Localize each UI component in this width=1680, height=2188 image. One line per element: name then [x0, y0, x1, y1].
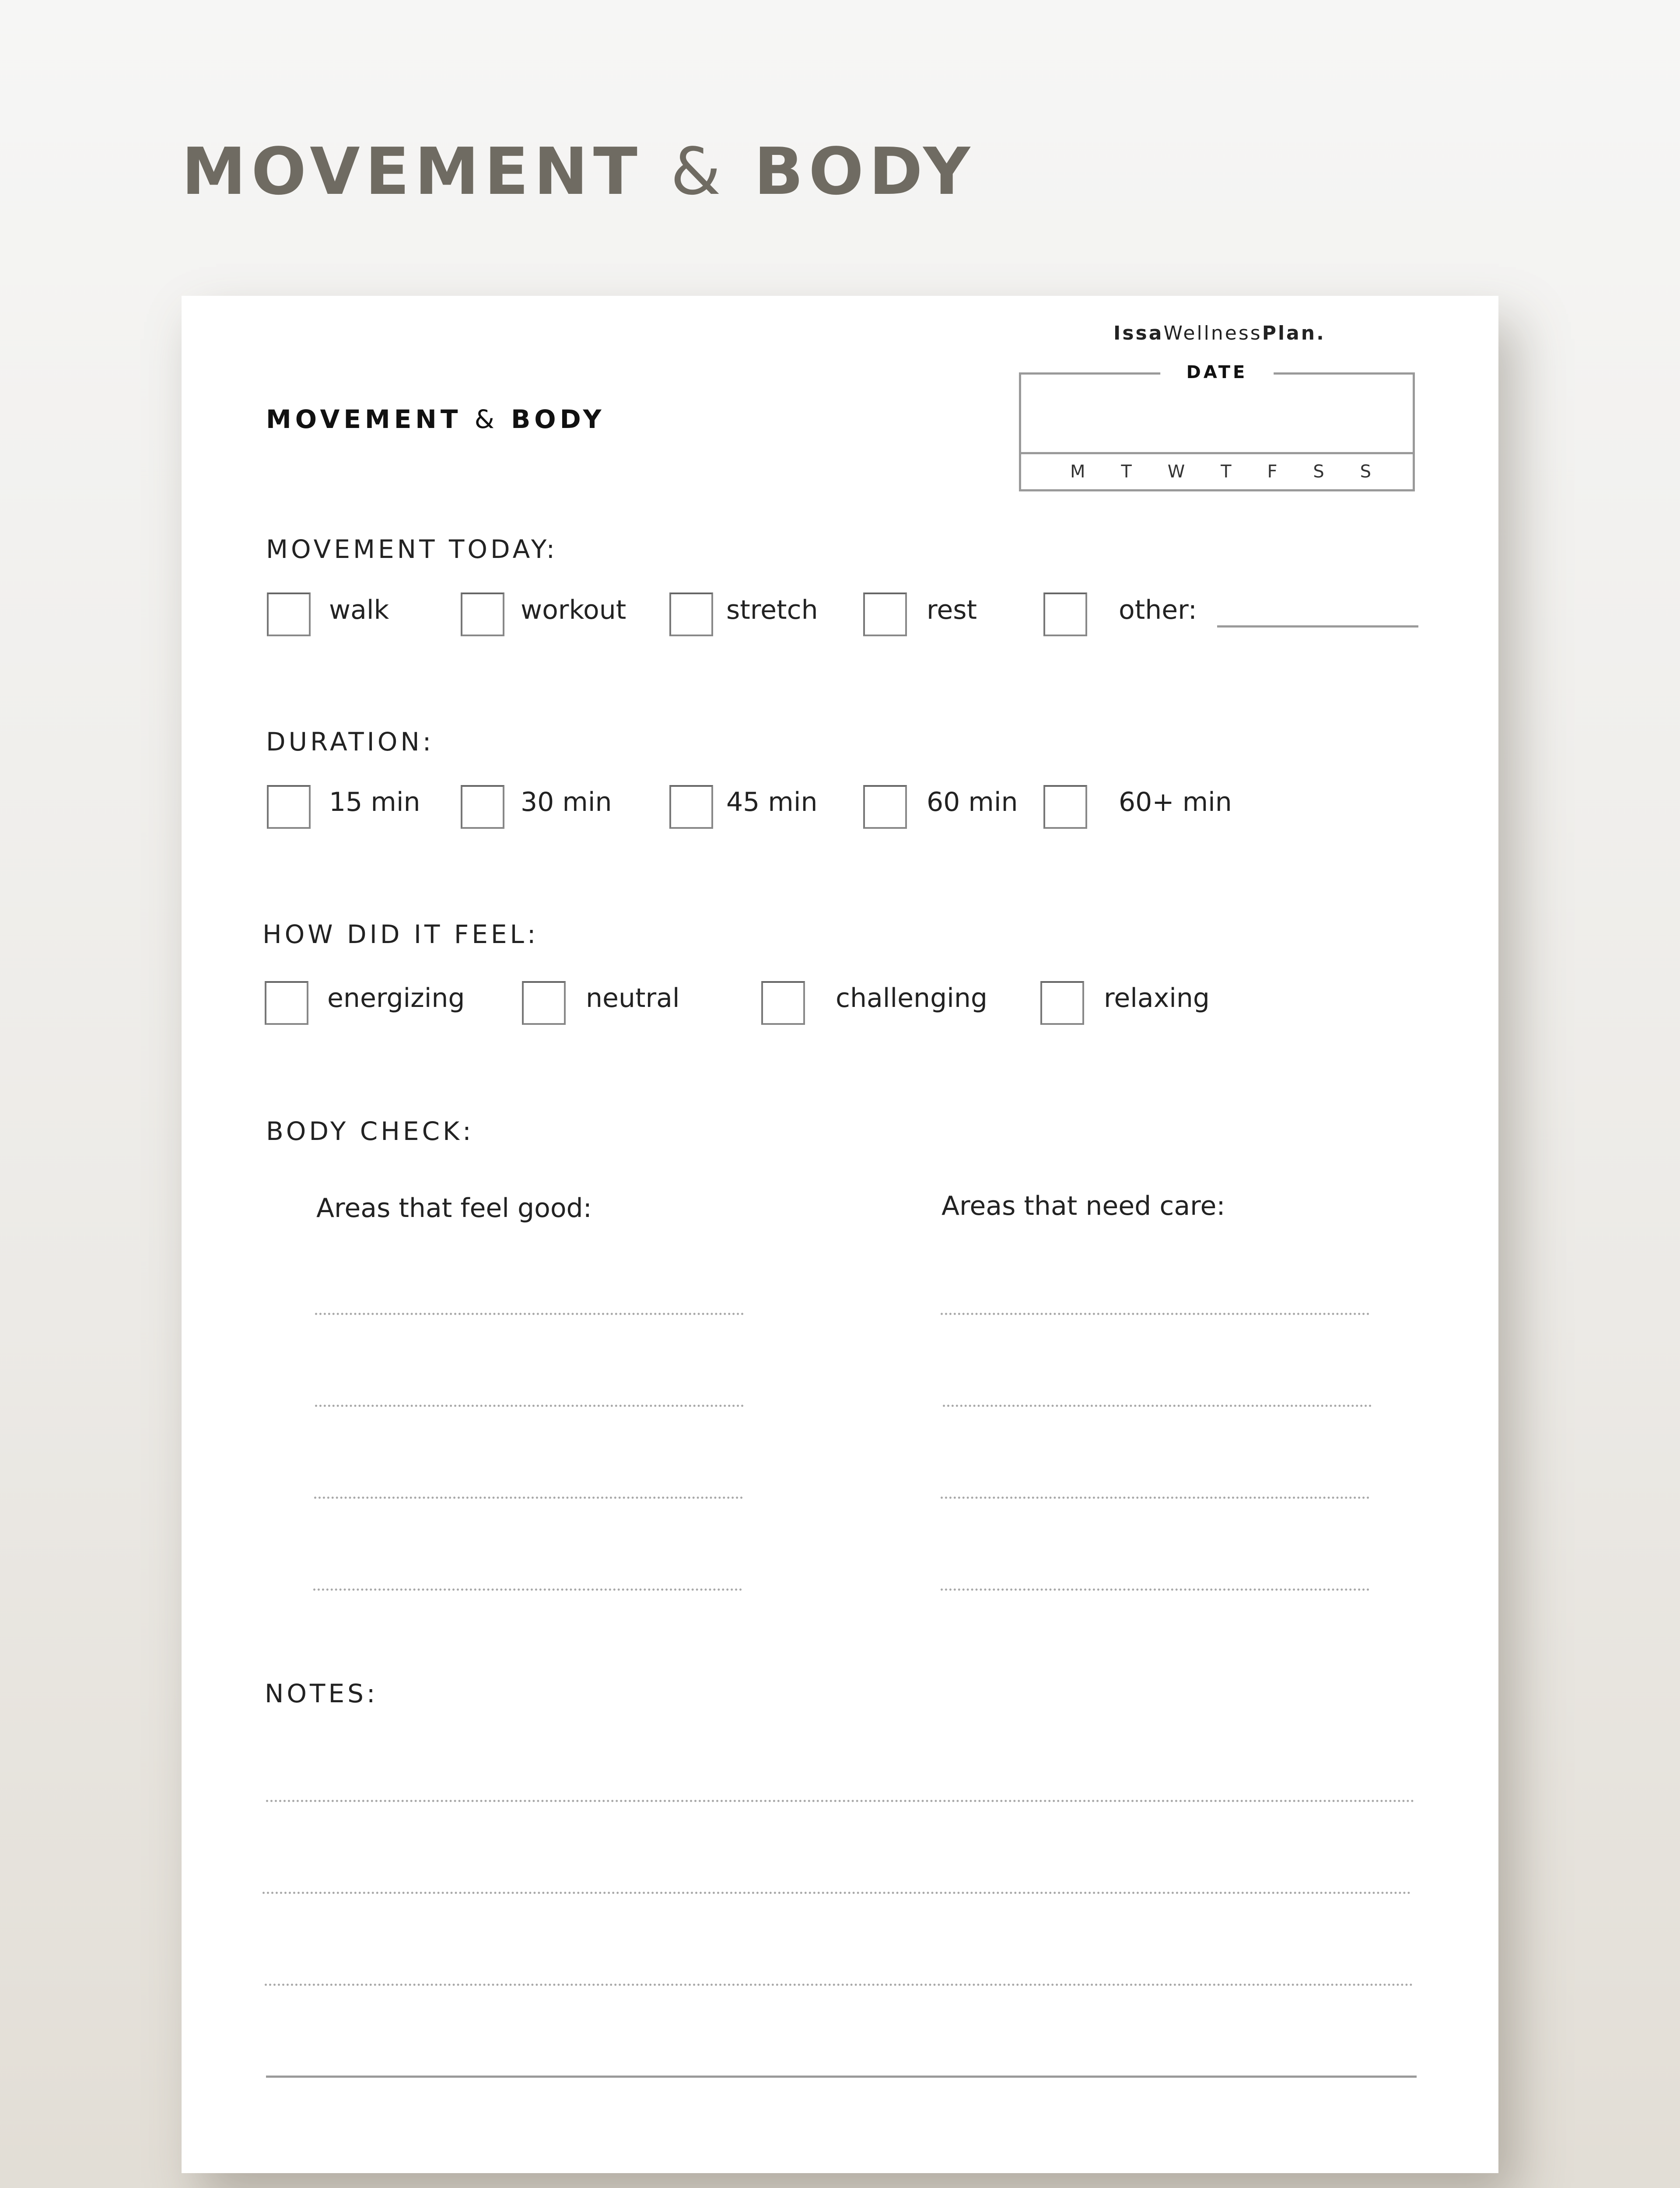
option-walk: walk [329, 595, 389, 625]
option-energizing: energizing [327, 983, 465, 1013]
option-neutral: neutral [586, 983, 680, 1013]
option-rest: rest [927, 595, 977, 625]
option-60-min: 60 min [927, 787, 1018, 817]
date-field[interactable] [1019, 362, 1415, 491]
notes-line-4[interactable] [266, 2076, 1417, 2078]
areas-good-label: Areas that feel good: [316, 1193, 592, 1224]
option-stretch: stretch [726, 595, 818, 625]
brand-logo [1113, 322, 1326, 344]
sheet-title-movement: MOVEMENT [266, 404, 462, 434]
brand-part-plan: Plan. [1262, 322, 1326, 344]
weekday-row [1021, 452, 1413, 489]
weekday-saturday[interactable]: S [1313, 462, 1324, 482]
good-line-1[interactable] [315, 1313, 744, 1315]
brand-part-issa: Issa [1113, 322, 1164, 344]
body-check-label: BODY CHECK: [266, 1116, 474, 1146]
planner-sheet [182, 296, 1498, 2173]
feel-label: HOW DID IT FEEL: [262, 919, 539, 949]
sheet-title [266, 404, 606, 434]
option-30-min: 30 min [521, 787, 612, 817]
option-workout: workout [521, 595, 626, 625]
checkbox-challenging[interactable] [761, 981, 805, 1025]
brand-part-wellness: Wellness [1163, 322, 1262, 344]
heading-word-body: BODY [754, 134, 976, 209]
notes-line-1[interactable] [266, 1800, 1414, 1802]
checkbox-workout[interactable] [461, 593, 504, 636]
checkbox-60-plus-min[interactable] [1043, 785, 1087, 829]
good-line-4[interactable] [313, 1588, 742, 1591]
weekday-wednesday[interactable]: W [1167, 462, 1185, 482]
checkbox-relaxing[interactable] [1040, 981, 1084, 1025]
option-45-min: 45 min [726, 787, 818, 817]
option-relaxing: relaxing [1104, 983, 1210, 1013]
notes-line-3[interactable] [265, 1984, 1413, 1986]
notes-line-2[interactable] [262, 1892, 1411, 1894]
weekday-thursday[interactable]: T [1221, 462, 1232, 482]
checkbox-30-min[interactable] [461, 785, 504, 829]
movement-today-label: MOVEMENT TODAY: [266, 534, 558, 564]
heading-ampersand: & [670, 134, 726, 209]
good-line-3[interactable] [314, 1497, 743, 1499]
checkbox-neutral[interactable] [522, 981, 566, 1025]
checkbox-walk[interactable] [267, 593, 311, 636]
care-line-3[interactable] [941, 1497, 1369, 1499]
checkbox-15-min[interactable] [267, 785, 311, 829]
notes-label: NOTES: [265, 1679, 378, 1708]
checkbox-60-min[interactable] [863, 785, 907, 829]
checkbox-45-min[interactable] [669, 785, 713, 829]
sheet-title-ampersand: & [474, 404, 498, 434]
duration-label: DURATION: [266, 727, 434, 757]
checkbox-stretch[interactable] [669, 593, 713, 636]
checkbox-rest[interactable] [863, 593, 907, 636]
care-line-2[interactable] [943, 1405, 1372, 1407]
weekday-monday[interactable]: M [1070, 462, 1085, 482]
weekday-friday[interactable]: F [1267, 462, 1278, 482]
option-other: other: [1119, 595, 1197, 625]
option-15-min: 15 min [329, 787, 420, 817]
care-line-4[interactable] [941, 1588, 1369, 1591]
care-line-1[interactable] [941, 1313, 1369, 1315]
sheet-title-body: BODY [511, 404, 606, 434]
page-heading [182, 134, 976, 209]
good-line-2[interactable] [315, 1405, 744, 1407]
heading-word-movement: MOVEMENT [182, 134, 643, 209]
checkbox-other[interactable] [1043, 593, 1087, 636]
areas-care-label: Areas that need care: [942, 1191, 1225, 1221]
other-text-field[interactable] [1217, 625, 1418, 628]
checkbox-energizing[interactable] [265, 981, 308, 1025]
option-60-plus-min: 60+ min [1119, 787, 1232, 817]
weekday-sunday[interactable]: S [1360, 462, 1371, 482]
date-label: DATE [1160, 362, 1274, 382]
weekday-tuesday[interactable]: T [1121, 462, 1132, 482]
option-challenging: challenging [836, 983, 987, 1013]
